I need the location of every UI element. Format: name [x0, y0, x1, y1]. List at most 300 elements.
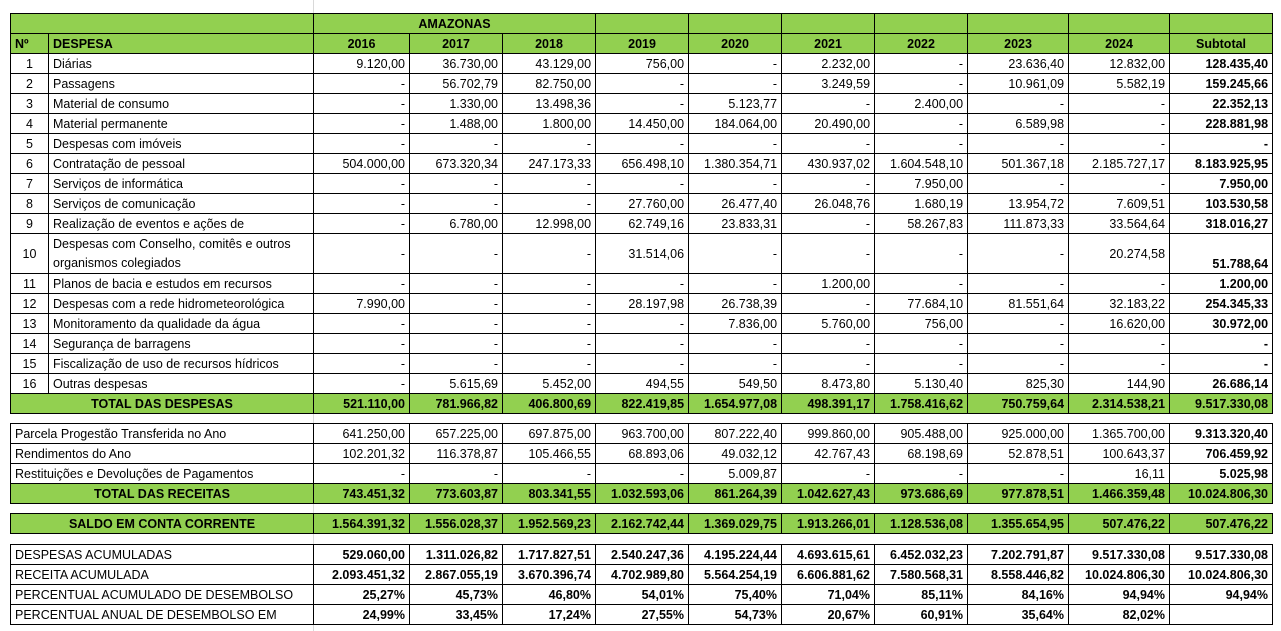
- balance-value-cell[interactable]: 1.355.654,95: [968, 514, 1069, 534]
- value-cell[interactable]: 999.860,00: [782, 424, 875, 444]
- title-blank-cell[interactable]: [689, 14, 782, 34]
- value-cell[interactable]: 42.767,43: [782, 444, 875, 464]
- title-blank-cell[interactable]: [1170, 14, 1273, 34]
- total-value-cell[interactable]: 803.341,55: [503, 484, 596, 504]
- value-cell[interactable]: -: [1069, 114, 1170, 134]
- value-cell[interactable]: 4.693.615,61: [782, 545, 875, 565]
- value-cell[interactable]: -: [410, 354, 503, 374]
- balance-label[interactable]: SALDO EM CONTA CORRENTE: [11, 514, 314, 534]
- value-cell[interactable]: -: [314, 464, 410, 484]
- subtotal-cell[interactable]: 9.517.330,08: [1170, 545, 1273, 565]
- value-cell[interactable]: -: [782, 214, 875, 234]
- header-year[interactable]: 2020: [689, 34, 782, 54]
- value-cell[interactable]: 7.580.568,31: [875, 565, 968, 585]
- value-cell[interactable]: -: [782, 354, 875, 374]
- balance-value-cell[interactable]: 1.556.028,37: [410, 514, 503, 534]
- value-cell[interactable]: 56.702,79: [410, 74, 503, 94]
- row-label[interactable]: Diárias: [49, 54, 314, 74]
- value-cell[interactable]: -: [596, 94, 689, 114]
- value-cell[interactable]: -: [782, 94, 875, 114]
- row-label[interactable]: Material permanente: [49, 114, 314, 134]
- row-label[interactable]: DESPESAS ACUMULADAS: [11, 545, 314, 565]
- row-label[interactable]: Material de consumo: [49, 94, 314, 114]
- value-cell[interactable]: 81.551,64: [968, 294, 1069, 314]
- total-revenues-label[interactable]: TOTAL DAS RECEITAS: [11, 484, 314, 504]
- value-cell[interactable]: -: [410, 194, 503, 214]
- value-cell[interactable]: 111.873,33: [968, 214, 1069, 234]
- value-cell[interactable]: 10.024.806,30: [1069, 565, 1170, 585]
- row-label[interactable]: Serviços de comunicação: [49, 194, 314, 214]
- value-cell[interactable]: -: [689, 354, 782, 374]
- value-cell[interactable]: 1.365.700,00: [1069, 424, 1170, 444]
- subtotal-cell[interactable]: -: [1170, 134, 1273, 154]
- value-cell[interactable]: 49.032,12: [689, 444, 782, 464]
- value-cell[interactable]: 7.990,00: [314, 294, 410, 314]
- value-cell[interactable]: -: [782, 294, 875, 314]
- value-cell[interactable]: 33,45%: [410, 605, 503, 625]
- value-cell[interactable]: 116.378,87: [410, 444, 503, 464]
- value-cell[interactable]: -: [314, 174, 410, 194]
- value-cell[interactable]: -: [1069, 94, 1170, 114]
- subtotal-cell[interactable]: 254.345,33: [1170, 294, 1273, 314]
- header-year[interactable]: 2022: [875, 34, 968, 54]
- row-number[interactable]: 5: [11, 134, 49, 154]
- balance-value-cell[interactable]: 2.162.742,44: [596, 514, 689, 534]
- value-cell[interactable]: 925.000,00: [968, 424, 1069, 444]
- value-cell[interactable]: -: [503, 274, 596, 294]
- value-cell[interactable]: 24,99%: [314, 605, 410, 625]
- value-cell[interactable]: 2.867.055,19: [410, 565, 503, 585]
- value-cell[interactable]: 77.684,10: [875, 294, 968, 314]
- subtotal-cell[interactable]: 103.530,58: [1170, 194, 1273, 214]
- value-cell[interactable]: 7.836,00: [689, 314, 782, 334]
- value-cell[interactable]: -: [410, 234, 503, 274]
- row-label[interactable]: PERCENTUAL ACUMULADO DE DESEMBOLSO: [11, 585, 314, 605]
- value-cell[interactable]: 45,73%: [410, 585, 503, 605]
- value-cell[interactable]: 144,90: [1069, 374, 1170, 394]
- row-number[interactable]: 6: [11, 154, 49, 174]
- row-label[interactable]: RECEITA ACUMULADA: [11, 565, 314, 585]
- value-cell[interactable]: -: [968, 174, 1069, 194]
- balance-value-cell[interactable]: 1.564.391,32: [314, 514, 410, 534]
- value-cell[interactable]: -: [1069, 134, 1170, 154]
- value-cell[interactable]: 14.450,00: [596, 114, 689, 134]
- subtotal-cell[interactable]: 22.352,13: [1170, 94, 1273, 114]
- subtotal-cell[interactable]: 7.950,00: [1170, 174, 1273, 194]
- value-cell[interactable]: 529.060,00: [314, 545, 410, 565]
- value-cell[interactable]: -: [596, 74, 689, 94]
- value-cell[interactable]: 36.730,00: [410, 54, 503, 74]
- value-cell[interactable]: -: [689, 134, 782, 154]
- total-value-cell[interactable]: 498.391,17: [782, 394, 875, 414]
- row-label[interactable]: Parcela Progestão Transferida no Ano: [11, 424, 314, 444]
- value-cell[interactable]: 9.120,00: [314, 54, 410, 74]
- value-cell[interactable]: -: [968, 354, 1069, 374]
- value-cell[interactable]: -: [596, 354, 689, 374]
- subtotal-cell[interactable]: -: [1170, 354, 1273, 374]
- header-year[interactable]: 2021: [782, 34, 875, 54]
- value-cell[interactable]: 1.200,00: [782, 274, 875, 294]
- value-cell[interactable]: -: [596, 274, 689, 294]
- subtotal-cell[interactable]: 1.200,00: [1170, 274, 1273, 294]
- subtotal-cell[interactable]: 51.788,64: [1170, 234, 1273, 274]
- header-year[interactable]: 2019: [596, 34, 689, 54]
- value-cell[interactable]: 71,04%: [782, 585, 875, 605]
- value-cell[interactable]: -: [410, 294, 503, 314]
- value-cell[interactable]: 5.123,77: [689, 94, 782, 114]
- value-cell[interactable]: 5.760,00: [782, 314, 875, 334]
- total-value-cell[interactable]: 1.032.593,06: [596, 484, 689, 504]
- value-cell[interactable]: 68.893,06: [596, 444, 689, 464]
- value-cell[interactable]: -: [503, 314, 596, 334]
- value-cell[interactable]: -: [875, 134, 968, 154]
- value-cell[interactable]: 4.195.224,44: [689, 545, 782, 565]
- value-cell[interactable]: 6.606.881,62: [782, 565, 875, 585]
- value-cell[interactable]: 5.564.254,19: [689, 565, 782, 585]
- value-cell[interactable]: 549,50: [689, 374, 782, 394]
- value-cell[interactable]: 100.643,37: [1069, 444, 1170, 464]
- value-cell[interactable]: 20.490,00: [782, 114, 875, 134]
- value-cell[interactable]: 756,00: [596, 54, 689, 74]
- value-cell[interactable]: 1.380.354,71: [689, 154, 782, 174]
- subtotal-cell[interactable]: 318.016,27: [1170, 214, 1273, 234]
- value-cell[interactable]: 28.197,98: [596, 294, 689, 314]
- value-cell[interactable]: 16.620,00: [1069, 314, 1170, 334]
- value-cell[interactable]: 26.477,40: [689, 194, 782, 214]
- total-value-cell[interactable]: 406.800,69: [503, 394, 596, 414]
- value-cell[interactable]: 5.009,87: [689, 464, 782, 484]
- value-cell[interactable]: 697.875,00: [503, 424, 596, 444]
- value-cell[interactable]: 5.130,40: [875, 374, 968, 394]
- value-cell[interactable]: -: [689, 54, 782, 74]
- value-cell[interactable]: -: [782, 174, 875, 194]
- value-cell[interactable]: 7.202.791,87: [968, 545, 1069, 565]
- row-label[interactable]: Serviços de informática: [49, 174, 314, 194]
- value-cell[interactable]: -: [596, 314, 689, 334]
- total-value-cell[interactable]: 773.603,87: [410, 484, 503, 504]
- value-cell[interactable]: 27,55%: [596, 605, 689, 625]
- subtotal-cell[interactable]: [1170, 605, 1273, 625]
- row-number[interactable]: 11: [11, 274, 49, 294]
- value-cell[interactable]: 905.488,00: [875, 424, 968, 444]
- row-label[interactable]: Fiscalização de uso de recursos hídricos: [49, 354, 314, 374]
- total-value-cell[interactable]: 743.451,32: [314, 484, 410, 504]
- value-cell[interactable]: -: [782, 464, 875, 484]
- value-cell[interactable]: 641.250,00: [314, 424, 410, 444]
- value-cell[interactable]: -: [1069, 354, 1170, 374]
- header-year[interactable]: 2017: [410, 34, 503, 54]
- total-value-cell[interactable]: 750.759,64: [968, 394, 1069, 414]
- value-cell[interactable]: 62.749,16: [596, 214, 689, 234]
- row-label[interactable]: Passagens: [49, 74, 314, 94]
- row-number[interactable]: 12: [11, 294, 49, 314]
- balance-value-cell[interactable]: 507.476,22: [1069, 514, 1170, 534]
- value-cell[interactable]: 75,40%: [689, 585, 782, 605]
- value-cell[interactable]: 6.589,98: [968, 114, 1069, 134]
- subtotal-cell[interactable]: 8.183.925,95: [1170, 154, 1273, 174]
- value-cell[interactable]: 184.064,00: [689, 114, 782, 134]
- row-label[interactable]: Outras despesas: [49, 374, 314, 394]
- value-cell[interactable]: -: [875, 54, 968, 74]
- value-cell[interactable]: -: [968, 334, 1069, 354]
- row-label[interactable]: Despesas com imóveis: [49, 134, 314, 154]
- header-year[interactable]: 2024: [1069, 34, 1170, 54]
- row-label[interactable]: Restituições e Devoluções de Pagamentos: [11, 464, 314, 484]
- value-cell[interactable]: -: [503, 294, 596, 314]
- value-cell[interactable]: 13.954,72: [968, 194, 1069, 214]
- value-cell[interactable]: 82.750,00: [503, 74, 596, 94]
- title-blank-cell[interactable]: [1069, 14, 1170, 34]
- value-cell[interactable]: -: [968, 134, 1069, 154]
- row-label[interactable]: Segurança de barragens: [49, 334, 314, 354]
- value-cell[interactable]: -: [596, 174, 689, 194]
- total-value-cell[interactable]: 1.654.977,08: [689, 394, 782, 414]
- value-cell[interactable]: 7.609,51: [1069, 194, 1170, 214]
- subtotal-cell[interactable]: 128.435,40: [1170, 54, 1273, 74]
- row-number[interactable]: 13: [11, 314, 49, 334]
- value-cell[interactable]: 825,30: [968, 374, 1069, 394]
- title-spacer[interactable]: [11, 14, 314, 34]
- value-cell[interactable]: -: [314, 374, 410, 394]
- value-cell[interactable]: 10.961,09: [968, 74, 1069, 94]
- value-cell[interactable]: 31.514,06: [596, 234, 689, 274]
- value-cell[interactable]: 673.320,34: [410, 154, 503, 174]
- value-cell[interactable]: 1.680,19: [875, 194, 968, 214]
- value-cell[interactable]: 9.517.330,08: [1069, 545, 1170, 565]
- value-cell[interactable]: 963.700,00: [596, 424, 689, 444]
- value-cell[interactable]: 20,67%: [782, 605, 875, 625]
- balance-value-cell[interactable]: 1.128.536,08: [875, 514, 968, 534]
- title-blank-cell[interactable]: [782, 14, 875, 34]
- value-cell[interactable]: -: [875, 234, 968, 274]
- value-cell[interactable]: -: [782, 234, 875, 274]
- row-label[interactable]: Contratação de pessoal: [49, 154, 314, 174]
- header-year[interactable]: 2023: [968, 34, 1069, 54]
- total-value-cell[interactable]: 861.264,39: [689, 484, 782, 504]
- value-cell[interactable]: 1.311.026,82: [410, 545, 503, 565]
- value-cell[interactable]: -: [503, 354, 596, 374]
- value-cell[interactable]: -: [782, 134, 875, 154]
- row-number[interactable]: 16: [11, 374, 49, 394]
- value-cell[interactable]: 5.615,69: [410, 374, 503, 394]
- value-cell[interactable]: 8.473,80: [782, 374, 875, 394]
- value-cell[interactable]: 656.498,10: [596, 154, 689, 174]
- value-cell[interactable]: -: [503, 134, 596, 154]
- subtotal-cell[interactable]: -: [1170, 334, 1273, 354]
- value-cell[interactable]: 12.832,00: [1069, 54, 1170, 74]
- total-value-cell[interactable]: 1.466.359,48: [1069, 484, 1170, 504]
- value-cell[interactable]: -: [689, 334, 782, 354]
- value-cell[interactable]: 46,80%: [503, 585, 596, 605]
- subtotal-cell[interactable]: 10.024.806,30: [1170, 565, 1273, 585]
- value-cell[interactable]: 94,94%: [1069, 585, 1170, 605]
- value-cell[interactable]: 85,11%: [875, 585, 968, 605]
- total-value-cell[interactable]: 781.966,82: [410, 394, 503, 414]
- value-cell[interactable]: 807.222,40: [689, 424, 782, 444]
- total-subtotal-cell[interactable]: 9.517.330,08: [1170, 394, 1273, 414]
- total-expenses-label[interactable]: TOTAL DAS DESPESAS: [11, 394, 314, 414]
- value-cell[interactable]: 54,01%: [596, 585, 689, 605]
- value-cell[interactable]: -: [782, 334, 875, 354]
- value-cell[interactable]: -: [410, 134, 503, 154]
- row-label[interactable]: Planos de bacia e estudos em recursos: [49, 274, 314, 294]
- value-cell[interactable]: 60,91%: [875, 605, 968, 625]
- value-cell[interactable]: 501.367,18: [968, 154, 1069, 174]
- value-cell[interactable]: 17,24%: [503, 605, 596, 625]
- value-cell[interactable]: -: [689, 234, 782, 274]
- value-cell[interactable]: 27.760,00: [596, 194, 689, 214]
- row-label[interactable]: Despesas com Conselho, comitês e outros organismos colegiados: [49, 234, 314, 274]
- row-number[interactable]: 1: [11, 54, 49, 74]
- row-label[interactable]: Despesas com a rede hidrometeorológica: [49, 294, 314, 314]
- total-subtotal-cell[interactable]: 10.024.806,30: [1170, 484, 1273, 504]
- row-number[interactable]: 10: [11, 234, 49, 274]
- value-cell[interactable]: -: [410, 274, 503, 294]
- title-blank-cell[interactable]: [968, 14, 1069, 34]
- value-cell[interactable]: 2.185.727,17: [1069, 154, 1170, 174]
- total-value-cell[interactable]: 1.042.627,43: [782, 484, 875, 504]
- value-cell[interactable]: 2.232,00: [782, 54, 875, 74]
- value-cell[interactable]: 16,11: [1069, 464, 1170, 484]
- total-value-cell[interactable]: 822.419,85: [596, 394, 689, 414]
- total-value-cell[interactable]: 521.110,00: [314, 394, 410, 414]
- value-cell[interactable]: 1.330,00: [410, 94, 503, 114]
- row-number[interactable]: 7: [11, 174, 49, 194]
- value-cell[interactable]: -: [503, 234, 596, 274]
- value-cell[interactable]: -: [968, 274, 1069, 294]
- value-cell[interactable]: -: [314, 114, 410, 134]
- value-cell[interactable]: -: [314, 354, 410, 374]
- value-cell[interactable]: 6.452.032,23: [875, 545, 968, 565]
- value-cell[interactable]: -: [503, 194, 596, 214]
- value-cell[interactable]: -: [314, 314, 410, 334]
- value-cell[interactable]: -: [1069, 274, 1170, 294]
- value-cell[interactable]: -: [410, 314, 503, 334]
- value-cell[interactable]: 1.488,00: [410, 114, 503, 134]
- value-cell[interactable]: 494,55: [596, 374, 689, 394]
- row-label[interactable]: Realização de eventos e ações de: [49, 214, 314, 234]
- value-cell[interactable]: 2.400,00: [875, 94, 968, 114]
- total-value-cell[interactable]: 973.686,69: [875, 484, 968, 504]
- value-cell[interactable]: 84,16%: [968, 585, 1069, 605]
- header-despesa[interactable]: DESPESA: [49, 34, 314, 54]
- value-cell[interactable]: 1.604.548,10: [875, 154, 968, 174]
- total-value-cell[interactable]: 1.758.416,62: [875, 394, 968, 414]
- value-cell[interactable]: -: [314, 94, 410, 114]
- row-number[interactable]: 4: [11, 114, 49, 134]
- value-cell[interactable]: 4.702.989,80: [596, 565, 689, 585]
- subtotal-cell[interactable]: 228.881,98: [1170, 114, 1273, 134]
- value-cell[interactable]: 2.540.247,36: [596, 545, 689, 565]
- value-cell[interactable]: 13.498,36: [503, 94, 596, 114]
- subtotal-cell[interactable]: 9.313.320,40: [1170, 424, 1273, 444]
- value-cell[interactable]: -: [968, 94, 1069, 114]
- value-cell[interactable]: -: [314, 134, 410, 154]
- value-cell[interactable]: 25,27%: [314, 585, 410, 605]
- value-cell[interactable]: 12.998,00: [503, 214, 596, 234]
- subtotal-cell[interactable]: 706.459,92: [1170, 444, 1273, 464]
- value-cell[interactable]: -: [503, 174, 596, 194]
- value-cell[interactable]: -: [875, 74, 968, 94]
- value-cell[interactable]: 3.249,59: [782, 74, 875, 94]
- value-cell[interactable]: 247.173,33: [503, 154, 596, 174]
- value-cell[interactable]: 1.800,00: [503, 114, 596, 134]
- balance-value-cell[interactable]: 1.952.569,23: [503, 514, 596, 534]
- value-cell[interactable]: -: [689, 74, 782, 94]
- value-cell[interactable]: 5.452,00: [503, 374, 596, 394]
- value-cell[interactable]: -: [410, 334, 503, 354]
- value-cell[interactable]: 35,64%: [968, 605, 1069, 625]
- value-cell[interactable]: -: [875, 464, 968, 484]
- row-label[interactable]: Monitoramento da qualidade da água: [49, 314, 314, 334]
- value-cell[interactable]: -: [1069, 334, 1170, 354]
- value-cell[interactable]: 2.093.451,32: [314, 565, 410, 585]
- value-cell[interactable]: 26.048,76: [782, 194, 875, 214]
- value-cell[interactable]: 430.937,02: [782, 154, 875, 174]
- value-cell[interactable]: 54,73%: [689, 605, 782, 625]
- row-number[interactable]: 15: [11, 354, 49, 374]
- value-cell[interactable]: 20.274,58: [1069, 234, 1170, 274]
- value-cell[interactable]: 5.582,19: [1069, 74, 1170, 94]
- value-cell[interactable]: 32.183,22: [1069, 294, 1170, 314]
- value-cell[interactable]: -: [968, 234, 1069, 274]
- header-no[interactable]: Nº: [11, 34, 49, 54]
- value-cell[interactable]: -: [410, 174, 503, 194]
- value-cell[interactable]: 504.000,00: [314, 154, 410, 174]
- value-cell[interactable]: -: [875, 114, 968, 134]
- value-cell[interactable]: -: [968, 314, 1069, 334]
- value-cell[interactable]: 8.558.446,82: [968, 565, 1069, 585]
- value-cell[interactable]: 1.717.827,51: [503, 545, 596, 565]
- subtotal-cell[interactable]: 26.686,14: [1170, 374, 1273, 394]
- value-cell[interactable]: -: [596, 334, 689, 354]
- value-cell[interactable]: -: [410, 464, 503, 484]
- row-number[interactable]: 8: [11, 194, 49, 214]
- value-cell[interactable]: 82,02%: [1069, 605, 1170, 625]
- value-cell[interactable]: -: [875, 354, 968, 374]
- balance-subtotal-cell[interactable]: 507.476,22: [1170, 514, 1273, 534]
- value-cell[interactable]: 105.466,55: [503, 444, 596, 464]
- value-cell[interactable]: 52.878,51: [968, 444, 1069, 464]
- value-cell[interactable]: -: [968, 464, 1069, 484]
- value-cell[interactable]: -: [314, 234, 410, 274]
- title-blank-cell[interactable]: [875, 14, 968, 34]
- title-blank-cell[interactable]: [596, 14, 689, 34]
- row-number[interactable]: 3: [11, 94, 49, 114]
- value-cell[interactable]: 23.833,31: [689, 214, 782, 234]
- value-cell[interactable]: 33.564,64: [1069, 214, 1170, 234]
- value-cell[interactable]: -: [1069, 174, 1170, 194]
- value-cell[interactable]: -: [503, 334, 596, 354]
- subtotal-cell[interactable]: 94,94%: [1170, 585, 1273, 605]
- value-cell[interactable]: 102.201,32: [314, 444, 410, 464]
- value-cell[interactable]: 7.950,00: [875, 174, 968, 194]
- total-value-cell[interactable]: 2.314.538,21: [1069, 394, 1170, 414]
- value-cell[interactable]: -: [503, 464, 596, 484]
- table-title[interactable]: AMAZONAS: [314, 14, 596, 34]
- value-cell[interactable]: 756,00: [875, 314, 968, 334]
- row-number[interactable]: 9: [11, 214, 49, 234]
- subtotal-cell[interactable]: 5.025,98: [1170, 464, 1273, 484]
- value-cell[interactable]: -: [689, 274, 782, 294]
- value-cell[interactable]: -: [875, 274, 968, 294]
- row-number[interactable]: 2: [11, 74, 49, 94]
- value-cell[interactable]: 23.636,40: [968, 54, 1069, 74]
- header-subtotal[interactable]: Subtotal: [1170, 34, 1273, 54]
- value-cell[interactable]: 26.738,39: [689, 294, 782, 314]
- value-cell[interactable]: -: [314, 334, 410, 354]
- value-cell[interactable]: 657.225,00: [410, 424, 503, 444]
